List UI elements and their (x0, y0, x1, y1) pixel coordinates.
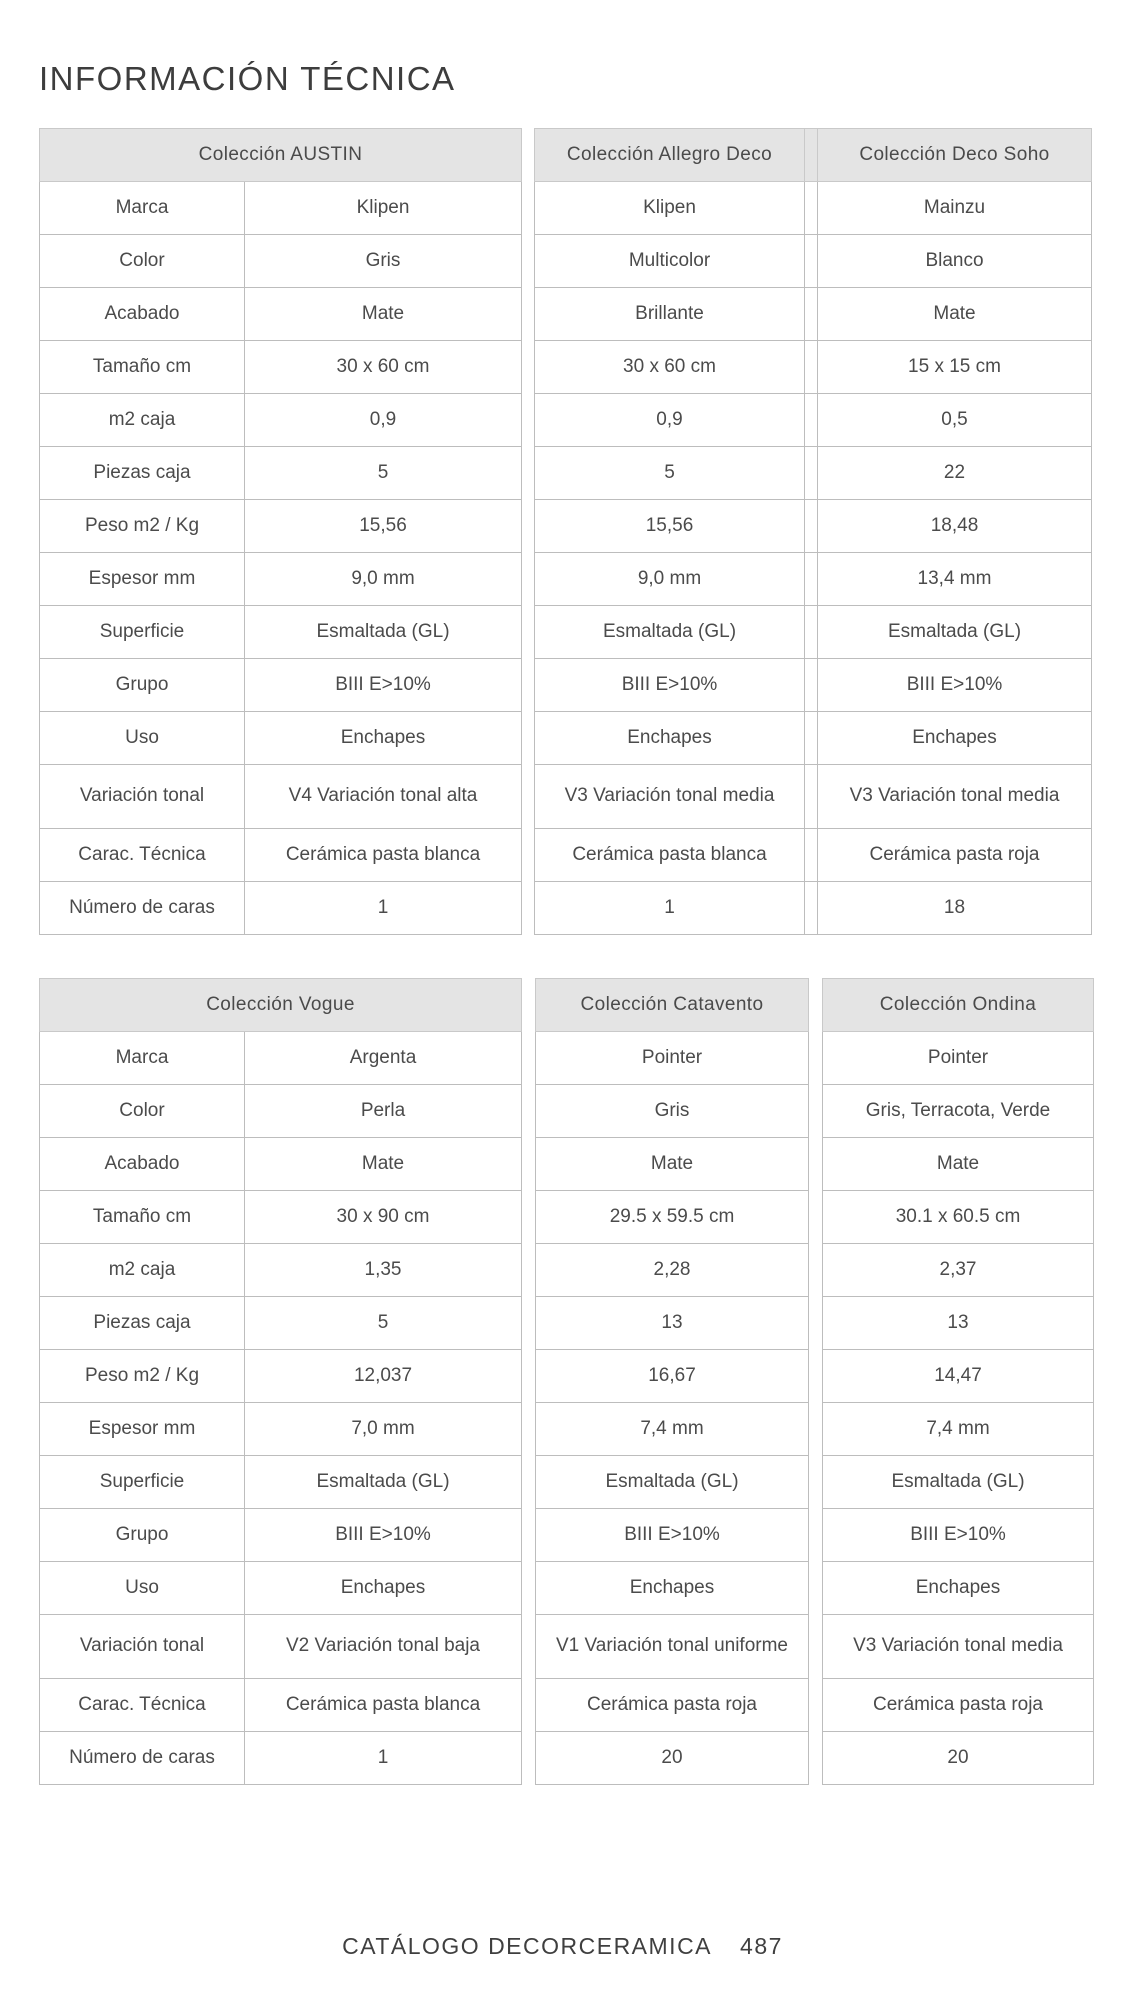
spec-value: Multicolor (535, 235, 805, 288)
spec-value: Mate (245, 288, 522, 341)
spec-label: Peso m2 / Kg (40, 1350, 245, 1403)
spec-value: V3 Variación tonal media (818, 765, 1092, 829)
spec-label: Peso m2 / Kg (40, 500, 245, 553)
collection-header-catavento: Colección Catavento (536, 979, 809, 1032)
table-catavento (535, 978, 809, 1785)
spec-value: Argenta (245, 1032, 522, 1085)
spec-label: Grupo (40, 659, 245, 712)
spec-label: Espesor mm (40, 553, 245, 606)
spec-label: Color (40, 1085, 245, 1138)
spec-value: 22 (818, 447, 1092, 500)
spec-value: Esmaltada (GL) (245, 1456, 522, 1509)
collection-header-ondina: Colección Ondina (823, 979, 1094, 1032)
spec-value: Enchapes (818, 712, 1092, 765)
column-spacer (805, 765, 818, 829)
column-spacer (805, 235, 818, 288)
spec-label: Color (40, 235, 245, 288)
column-spacer (805, 606, 818, 659)
spec-value: Enchapes (535, 712, 805, 765)
spec-label: Uso (40, 1562, 245, 1615)
spec-label: Número de caras (40, 882, 245, 935)
spec-value: V3 Variación tonal media (535, 765, 805, 829)
spec-value: Mate (818, 288, 1092, 341)
spec-label: Superficie (40, 1456, 245, 1509)
spec-value: Gris, Terracota, Verde (823, 1085, 1094, 1138)
spec-value: V2 Variación tonal baja (245, 1615, 522, 1679)
spec-value: 15,56 (245, 500, 522, 553)
spec-value: 13,4 mm (818, 553, 1092, 606)
spec-value: Enchapes (823, 1562, 1094, 1615)
spec-value: 20 (823, 1732, 1094, 1785)
table-austin (39, 128, 522, 935)
column-spacer (805, 447, 818, 500)
collection-header-deco-soho: Colección Deco Soho (818, 129, 1092, 182)
spec-value: 20 (536, 1732, 809, 1785)
spec-label: Variación tonal (40, 1615, 245, 1679)
spec-value: 0,9 (245, 394, 522, 447)
spec-value: Esmaltada (GL) (818, 606, 1092, 659)
spec-value: BIII E>10% (818, 659, 1092, 712)
table-ondina (822, 978, 1094, 1785)
spec-value: Blanco (818, 235, 1092, 288)
column-spacer (805, 882, 818, 935)
spec-label: m2 caja (40, 394, 245, 447)
column-spacer (805, 659, 818, 712)
page-footer (0, 1933, 1125, 1960)
spec-label: m2 caja (40, 1244, 245, 1297)
spec-value: Mate (536, 1138, 809, 1191)
spec-value: Esmaltada (GL) (536, 1456, 809, 1509)
column-spacer (805, 288, 818, 341)
spec-label: Superficie (40, 606, 245, 659)
page-title: INFORMACIÓN TÉCNICA (39, 60, 456, 97)
spec-value: 0,9 (535, 394, 805, 447)
spec-value: Cerámica pasta blanca (245, 1679, 522, 1732)
spec-value: Enchapes (245, 1562, 522, 1615)
spec-value: Cerámica pasta blanca (245, 829, 522, 882)
spec-value: 1 (245, 1732, 522, 1785)
column-spacer (805, 829, 818, 882)
spec-value: 1 (245, 882, 522, 935)
spec-value: Cerámica pasta blanca (535, 829, 805, 882)
spec-value: Pointer (536, 1032, 809, 1085)
spec-label: Uso (40, 712, 245, 765)
table-group-bottom (39, 978, 1094, 1785)
spec-value: Brillante (535, 288, 805, 341)
spec-value: 30 x 60 cm (245, 341, 522, 394)
collection-header-austin: Colección AUSTIN (40, 129, 522, 182)
spec-value: V1 Variación tonal uniforme (536, 1615, 809, 1679)
spec-label: Marca (40, 1032, 245, 1085)
spec-value: 2,37 (823, 1244, 1094, 1297)
column-spacer (805, 712, 818, 765)
spec-value: 0,5 (818, 394, 1092, 447)
table-allegro-deco-soho (534, 128, 1092, 935)
spec-value: 12,037 (245, 1350, 522, 1403)
column-spacer (805, 182, 818, 235)
spec-value: 15,56 (535, 500, 805, 553)
collection-header-allegro-deco: Colección Allegro Deco (535, 129, 805, 182)
spec-value: Esmaltada (GL) (823, 1456, 1094, 1509)
spec-value: 30 x 60 cm (535, 341, 805, 394)
collection-header-vogue: Colección Vogue (40, 979, 522, 1032)
spec-label: Piezas caja (40, 447, 245, 500)
spec-value: 2,28 (536, 1244, 809, 1297)
spec-value: BIII E>10% (536, 1509, 809, 1562)
spec-value: BIII E>10% (535, 659, 805, 712)
spec-value: BIII E>10% (823, 1509, 1094, 1562)
spec-value: 18 (818, 882, 1092, 935)
spec-value: BIII E>10% (245, 1509, 522, 1562)
spec-value: 30.1 x 60.5 cm (823, 1191, 1094, 1244)
column-spacer (805, 500, 818, 553)
spec-value: 15 x 15 cm (818, 341, 1092, 394)
column-spacer (805, 341, 818, 394)
spec-value: Klipen (245, 182, 522, 235)
collection-header-spacer (805, 129, 818, 182)
spec-value: 7,4 mm (823, 1403, 1094, 1456)
spec-value: 13 (823, 1297, 1094, 1350)
spec-label: Grupo (40, 1509, 245, 1562)
spec-value: 7,0 mm (245, 1403, 522, 1456)
spec-label: Piezas caja (40, 1297, 245, 1350)
spec-value: 5 (535, 447, 805, 500)
spec-value: Klipen (535, 182, 805, 235)
spec-value: 5 (245, 1297, 522, 1350)
spec-value: BIII E>10% (245, 659, 522, 712)
spec-value: 30 x 90 cm (245, 1191, 522, 1244)
spec-label: Acabado (40, 1138, 245, 1191)
spec-value: Perla (245, 1085, 522, 1138)
spec-value: Esmaltada (GL) (535, 606, 805, 659)
table-group-top (39, 128, 1092, 935)
footer-text: CATÁLOGO DECORCERAMICA (342, 1933, 713, 1959)
spec-label: Carac. Técnica (40, 829, 245, 882)
spec-value: Cerámica pasta roja (536, 1679, 809, 1732)
spec-value: 13 (536, 1297, 809, 1350)
spec-value: Cerámica pasta roja (818, 829, 1092, 882)
spec-value: 5 (245, 447, 522, 500)
spec-value: 16,67 (536, 1350, 809, 1403)
spec-value: 9,0 mm (245, 553, 522, 606)
spec-value: V3 Variación tonal media (823, 1615, 1094, 1679)
spec-label: Variación tonal (40, 765, 245, 829)
spec-value: 7,4 mm (536, 1403, 809, 1456)
page-number: 487 (740, 1933, 783, 1959)
spec-value: Mainzu (818, 182, 1092, 235)
spec-label: Acabado (40, 288, 245, 341)
column-spacer (805, 394, 818, 447)
spec-value: 1,35 (245, 1244, 522, 1297)
spec-value: Enchapes (245, 712, 522, 765)
spec-value: Enchapes (536, 1562, 809, 1615)
spec-value: Mate (823, 1138, 1094, 1191)
spec-value: 29.5 x 59.5 cm (536, 1191, 809, 1244)
spec-value: Esmaltada (GL) (245, 606, 522, 659)
column-spacer (805, 553, 818, 606)
spec-label: Carac. Técnica (40, 1679, 245, 1732)
table-vogue (39, 978, 522, 1785)
spec-label: Tamaño cm (40, 1191, 245, 1244)
spec-value: 18,48 (818, 500, 1092, 553)
spec-value: Gris (245, 235, 522, 288)
spec-value: Cerámica pasta roja (823, 1679, 1094, 1732)
spec-value: V4 Variación tonal alta (245, 765, 522, 829)
spec-label: Tamaño cm (40, 341, 245, 394)
spec-value: 9,0 mm (535, 553, 805, 606)
spec-label: Marca (40, 182, 245, 235)
spec-label: Espesor mm (40, 1403, 245, 1456)
spec-value: 1 (535, 882, 805, 935)
spec-value: Mate (245, 1138, 522, 1191)
spec-value: Pointer (823, 1032, 1094, 1085)
spec-label: Número de caras (40, 1732, 245, 1785)
spec-value: 14,47 (823, 1350, 1094, 1403)
spec-value: Gris (536, 1085, 809, 1138)
